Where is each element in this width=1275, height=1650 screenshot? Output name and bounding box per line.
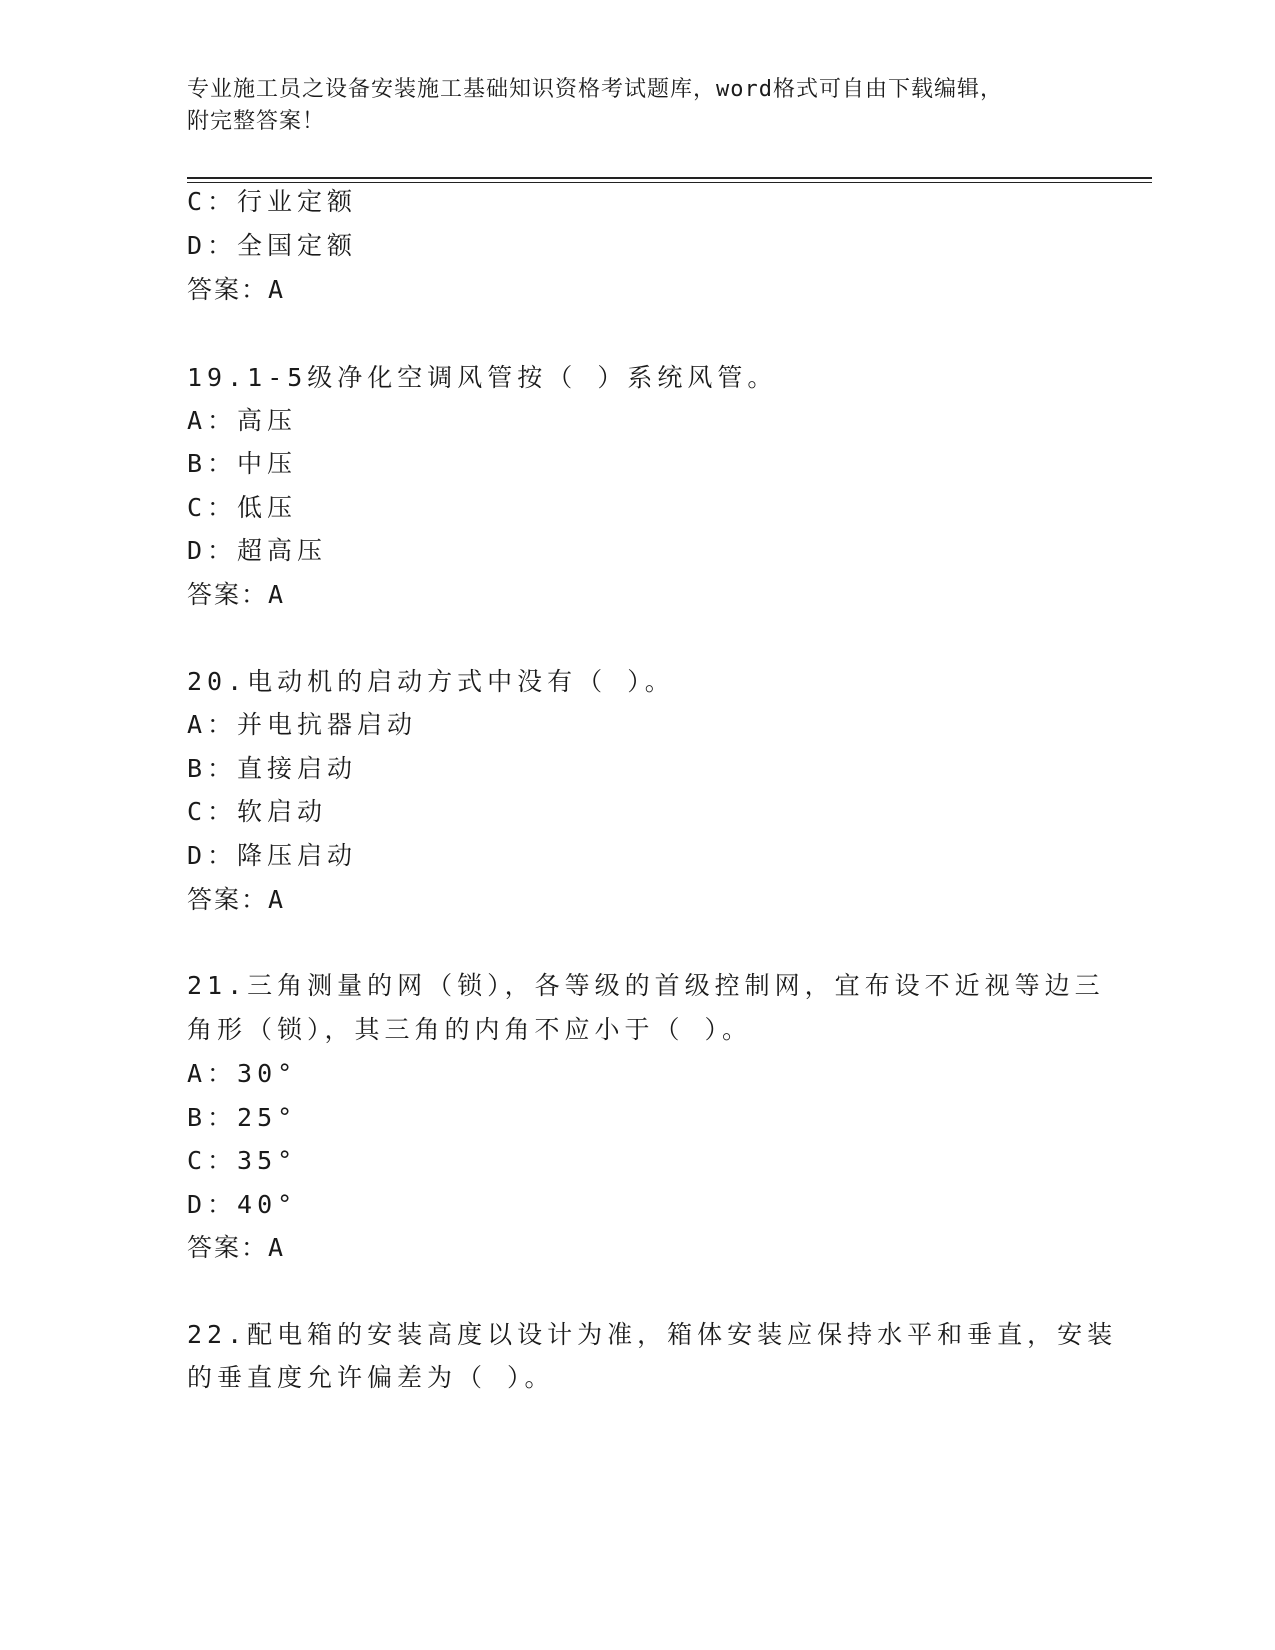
option-c: C：低压 [187, 493, 298, 522]
option-d: D：超高压 [187, 536, 328, 565]
option-d: D：降压启动 [187, 841, 358, 870]
option-c: C：行业定额 [187, 187, 358, 216]
question-stem-21-line-2: 角形（锁），其三角的内角不应小于（ ）。 [187, 1015, 753, 1044]
answer-line: 答案：A [187, 1233, 286, 1262]
question-stem-22-line-2: 的垂直度允许偏差为（ ）。 [187, 1363, 555, 1392]
option-b: B：25° [187, 1103, 298, 1132]
answer-line: 答案：A [187, 580, 286, 609]
question-stem-19: 19.1-5级净化空调风管按（ ）系统风管。 [187, 363, 778, 392]
header-line-2: 附完整答案！ [187, 109, 326, 134]
option-d: D：全国定额 [187, 231, 358, 260]
option-a: A：高压 [187, 406, 298, 435]
option-c: C：软启动 [187, 797, 328, 826]
question-stem-21-line-1: 21.三角测量的网（锁），各等级的首级控制网，宜布设不近视等边三 [187, 971, 1105, 1000]
document-header [187, 74, 1087, 138]
option-a: A：30° [187, 1059, 298, 1088]
header-rule-thin [187, 182, 1152, 183]
header-rule-thick [187, 177, 1152, 179]
answer-line: 答案：A [187, 885, 286, 914]
option-b: B：直接启动 [187, 754, 358, 783]
header-line-1: 专业施工员之设备安装施工基础知识资格考试题库，word格式可自由下载编辑， [187, 77, 1003, 102]
question-stem-22-line-1: 22.配电箱的安装高度以设计为准，箱体安装应保持水平和垂直，安装 [187, 1320, 1118, 1349]
question-stem-20: 20.电动机的启动方式中没有（ ）。 [187, 667, 675, 696]
option-d: D：40° [187, 1190, 298, 1219]
document-page [187, 0, 1152, 1650]
option-c: C：35° [187, 1146, 298, 1175]
answer-line: 答案：A [187, 275, 286, 304]
option-a: A：并电抗器启动 [187, 710, 418, 739]
option-b: B：中压 [187, 449, 298, 478]
